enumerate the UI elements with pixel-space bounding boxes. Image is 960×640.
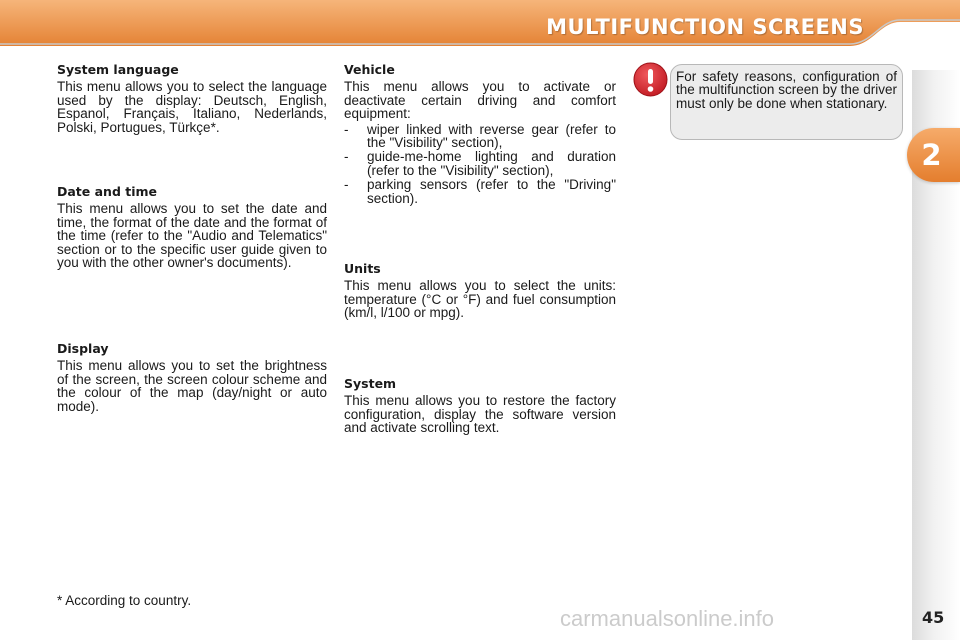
section-display [57, 342, 327, 413]
chapter-number: 2 [921, 138, 942, 172]
page-header [0, 0, 960, 46]
list-dash: - [344, 121, 349, 137]
section-date-and-time [57, 185, 327, 269]
list-item [344, 178, 616, 205]
section-system [344, 377, 616, 435]
vehicle-heading: Vehicle [344, 62, 395, 77]
section-vehicle [344, 63, 616, 206]
exclamation-icon [633, 62, 668, 97]
vehicle-intro: This menu allows you to activate or deactivate certain driving and comfort equipment: [344, 79, 616, 122]
list-dash: - [344, 177, 349, 193]
display-heading: Display [57, 341, 109, 356]
section-system-language [57, 63, 327, 134]
vehicle-equipment-list [344, 123, 616, 205]
system-language-body: This menu allows you to select the language used by the display: Deutsch, English, Espanol, Français, Italiano, Nederlands, Polski, Portugues, Türkçe*. [57, 79, 327, 135]
footnote: * According to country. [57, 593, 192, 608]
display-body: This menu allows you to set the brightness of the screen, the screen colour scheme and the colour of the map (day/night or auto mode). [57, 358, 327, 414]
safety-note-text: For safety reasons, configuration of the multifunction screen by the driver must only be done when stationary. [676, 69, 897, 111]
system-heading: System [344, 376, 397, 391]
list-item-text: parking sensors (refer to the "Driving" section). [367, 177, 616, 206]
list-dash: - [344, 149, 349, 165]
units-heading: Units [344, 261, 381, 276]
list-item-text: wiper linked with reverse gear (refer to the "Visibility" section), [367, 121, 616, 151]
units-body: This menu allows you to select the units: temperature (°C or °F) and fuel consumption (km/l, l/100 or mpg). [344, 278, 616, 321]
system-body: This menu allows you to restore the factory configuration, display the software version and activate scrolling text. [344, 393, 616, 436]
date-and-time-body: This menu allows you to set the date and time, the format of the date and the format of the time (refer to the "Audio and Telematics" section or to the specific user guide given to you with the other owner's documents). [57, 201, 327, 271]
page-number: 45 [922, 608, 945, 627]
system-language-heading: System language [57, 62, 179, 77]
list-item [344, 123, 616, 150]
chapter-tab [907, 128, 960, 182]
watermark-text: carmanualsonline.info [560, 606, 775, 631]
list-item [344, 150, 616, 177]
date-and-time-heading: Date and time [57, 184, 158, 199]
list-item-text: guide-me-home lighting and duration (refer to the "Visibility" section), [367, 149, 616, 178]
section-units [344, 262, 616, 320]
page-title: MULTIFUNCTION SCREENS [546, 15, 864, 39]
